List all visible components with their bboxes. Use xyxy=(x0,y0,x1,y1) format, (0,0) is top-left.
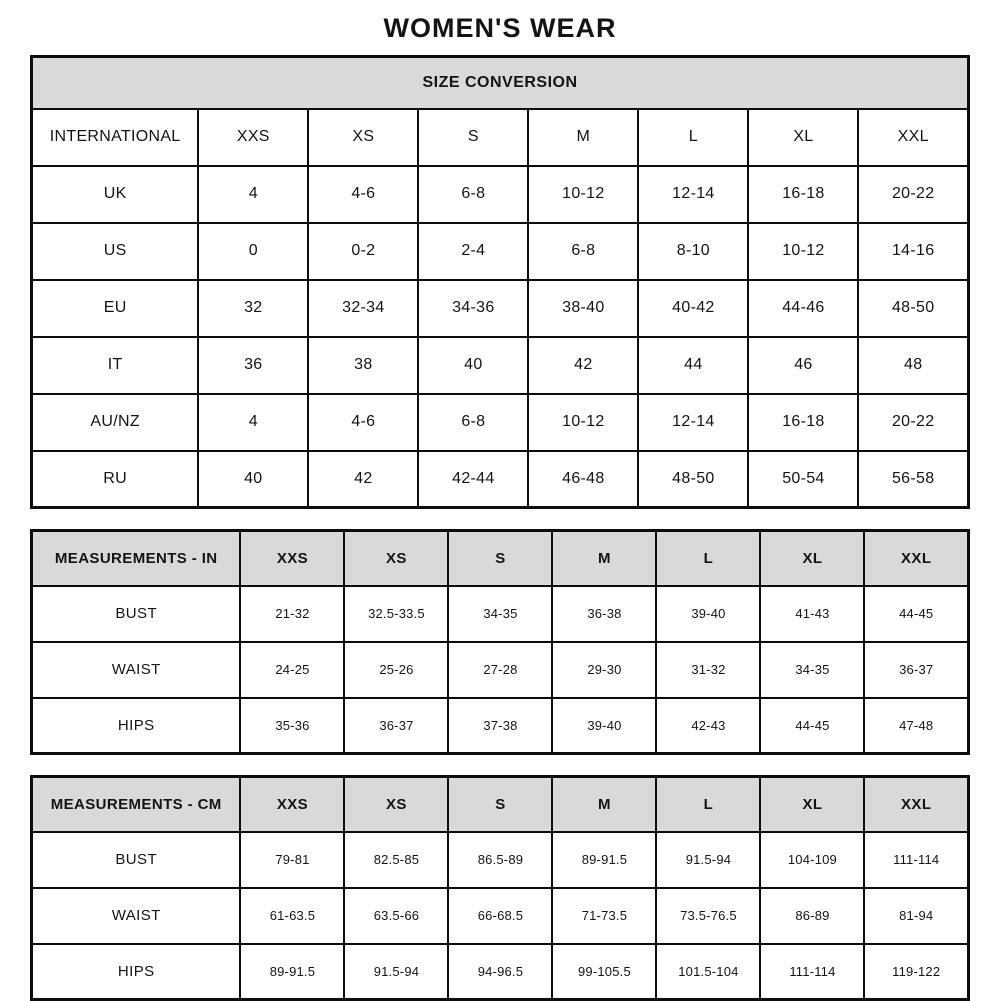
column-header: XXS xyxy=(240,777,344,832)
size-value-cell: 39-40 xyxy=(552,698,656,754)
table-gap xyxy=(30,755,970,765)
column-header: L xyxy=(638,109,748,166)
column-header: S xyxy=(448,777,552,832)
size-value-cell: 24-25 xyxy=(240,642,344,698)
size-value-cell: 111-114 xyxy=(760,944,864,1000)
size-value-cell: 48 xyxy=(858,337,968,394)
size-value-cell: 32.5-33.5 xyxy=(344,586,448,642)
table-row xyxy=(32,944,969,1000)
size-value-cell: 21-32 xyxy=(240,586,344,642)
table-row xyxy=(32,451,969,508)
column-header: M xyxy=(552,531,656,586)
column-header: XXL xyxy=(864,531,968,586)
size-value-cell: 46 xyxy=(748,337,858,394)
size-value-cell: 42 xyxy=(308,451,418,508)
table-row xyxy=(32,832,969,888)
size-value-cell: 34-35 xyxy=(760,642,864,698)
column-header: L xyxy=(656,777,760,832)
size-value-cell: 6-8 xyxy=(528,223,638,280)
row-label: BUST xyxy=(32,586,241,642)
size-value-cell: 2-4 xyxy=(418,223,528,280)
page-title: WOMEN'S WEAR xyxy=(383,13,617,43)
size-value-cell: 42-44 xyxy=(418,451,528,508)
column-header: M xyxy=(528,109,638,166)
size-value-cell: 66-68.5 xyxy=(448,888,552,944)
column-header: S xyxy=(448,531,552,586)
size-value-cell: 20-22 xyxy=(858,394,968,451)
size-value-cell: 82.5-85 xyxy=(344,832,448,888)
size-value-cell: 89-91.5 xyxy=(240,944,344,1000)
table-row xyxy=(32,337,969,394)
size-value-cell: 44 xyxy=(638,337,748,394)
size-value-cell: 29-30 xyxy=(552,642,656,698)
size-value-cell: 101.5-104 xyxy=(656,944,760,1000)
size-value-cell: 4-6 xyxy=(308,394,418,451)
column-header: XXS xyxy=(198,109,308,166)
size-value-cell: 50-54 xyxy=(748,451,858,508)
column-header: XL xyxy=(760,777,864,832)
size-value-cell: 42-43 xyxy=(656,698,760,754)
size-value-cell: 44-45 xyxy=(760,698,864,754)
size-value-cell: 44-45 xyxy=(864,586,968,642)
measurements-in-title: MEASUREMENTS - IN xyxy=(32,531,241,586)
size-value-cell: 63.5-66 xyxy=(344,888,448,944)
column-header: XL xyxy=(748,109,858,166)
column-header: XL xyxy=(760,531,864,586)
size-value-cell: 34-36 xyxy=(418,280,528,337)
size-value-cell: 99-105.5 xyxy=(552,944,656,1000)
size-value-cell: 56-58 xyxy=(858,451,968,508)
table-row xyxy=(32,888,969,944)
row-label: IT xyxy=(32,337,199,394)
measurements-cm-table xyxy=(30,775,970,1001)
size-value-cell: 16-18 xyxy=(748,394,858,451)
column-header: L xyxy=(656,531,760,586)
size-value-cell: 42 xyxy=(528,337,638,394)
table-row xyxy=(32,166,969,223)
column-header: INTERNATIONAL xyxy=(32,109,199,166)
size-value-cell: 32-34 xyxy=(308,280,418,337)
size-value-cell: 111-114 xyxy=(864,832,968,888)
row-label: AU/NZ xyxy=(32,394,199,451)
size-value-cell: 6-8 xyxy=(418,394,528,451)
column-header: XXL xyxy=(864,777,968,832)
size-value-cell: 36-37 xyxy=(864,642,968,698)
column-header: XS xyxy=(344,777,448,832)
size-value-cell: 40 xyxy=(198,451,308,508)
table-row xyxy=(32,223,969,280)
row-label: UK xyxy=(32,166,199,223)
column-header: XS xyxy=(308,109,418,166)
size-value-cell: 4-6 xyxy=(308,166,418,223)
size-value-cell: 81-94 xyxy=(864,888,968,944)
size-value-cell: 25-26 xyxy=(344,642,448,698)
column-header: XS xyxy=(344,531,448,586)
size-value-cell: 94-96.5 xyxy=(448,944,552,1000)
column-header-row xyxy=(32,531,969,586)
size-value-cell: 47-48 xyxy=(864,698,968,754)
size-value-cell: 86.5-89 xyxy=(448,832,552,888)
size-value-cell: 79-81 xyxy=(240,832,344,888)
column-header-row xyxy=(32,777,969,832)
measurements-in-table xyxy=(30,529,970,755)
size-value-cell: 8-10 xyxy=(638,223,748,280)
size-value-cell: 0-2 xyxy=(308,223,418,280)
table-row xyxy=(32,394,969,451)
size-value-cell: 37-38 xyxy=(448,698,552,754)
size-value-cell: 36-37 xyxy=(344,698,448,754)
size-value-cell: 36-38 xyxy=(552,586,656,642)
row-label: RU xyxy=(32,451,199,508)
size-value-cell: 0 xyxy=(198,223,308,280)
size-value-cell: 12-14 xyxy=(638,166,748,223)
size-value-cell: 39-40 xyxy=(656,586,760,642)
size-value-cell: 10-12 xyxy=(748,223,858,280)
column-header: XXL xyxy=(858,109,968,166)
table-banner-row xyxy=(32,57,969,109)
table-gap xyxy=(30,509,970,519)
size-value-cell: 61-63.5 xyxy=(240,888,344,944)
size-value-cell: 48-50 xyxy=(638,451,748,508)
size-value-cell: 36 xyxy=(198,337,308,394)
size-value-cell: 6-8 xyxy=(418,166,528,223)
size-value-cell: 44-46 xyxy=(748,280,858,337)
size-value-cell: 31-32 xyxy=(656,642,760,698)
row-label: HIPS xyxy=(32,698,241,754)
table-row xyxy=(32,586,969,642)
size-value-cell: 73.5-76.5 xyxy=(656,888,760,944)
size-value-cell: 10-12 xyxy=(528,166,638,223)
size-value-cell: 10-12 xyxy=(528,394,638,451)
column-header-row xyxy=(32,109,969,166)
size-value-cell: 32 xyxy=(198,280,308,337)
size-conversion-banner: SIZE CONVERSION xyxy=(32,57,969,109)
size-value-cell: 48-50 xyxy=(858,280,968,337)
table-row xyxy=(32,698,969,754)
row-label: EU xyxy=(32,280,199,337)
size-value-cell: 46-48 xyxy=(528,451,638,508)
size-value-cell: 71-73.5 xyxy=(552,888,656,944)
size-conversion-table xyxy=(30,55,970,509)
row-label: WAIST xyxy=(32,888,241,944)
size-value-cell: 34-35 xyxy=(448,586,552,642)
size-value-cell: 119-122 xyxy=(864,944,968,1000)
size-value-cell: 12-14 xyxy=(638,394,748,451)
size-value-cell: 89-91.5 xyxy=(552,832,656,888)
measurements-cm-title: MEASUREMENTS - CM xyxy=(32,777,241,832)
size-value-cell: 91.5-94 xyxy=(656,832,760,888)
row-label: HIPS xyxy=(32,944,241,1000)
size-value-cell: 91.5-94 xyxy=(344,944,448,1000)
row-label: BUST xyxy=(32,832,241,888)
row-label: US xyxy=(32,223,199,280)
column-header: S xyxy=(418,109,528,166)
table-row xyxy=(32,642,969,698)
size-value-cell: 27-28 xyxy=(448,642,552,698)
size-value-cell: 41-43 xyxy=(760,586,864,642)
size-value-cell: 4 xyxy=(198,394,308,451)
size-value-cell: 38-40 xyxy=(528,280,638,337)
size-value-cell: 86-89 xyxy=(760,888,864,944)
size-value-cell: 40 xyxy=(418,337,528,394)
column-header: M xyxy=(552,777,656,832)
size-value-cell: 16-18 xyxy=(748,166,858,223)
row-label: WAIST xyxy=(32,642,241,698)
size-value-cell: 35-36 xyxy=(240,698,344,754)
size-value-cell: 4 xyxy=(198,166,308,223)
size-value-cell: 38 xyxy=(308,337,418,394)
size-value-cell: 20-22 xyxy=(858,166,968,223)
size-value-cell: 14-16 xyxy=(858,223,968,280)
column-header: XXS xyxy=(240,531,344,586)
size-value-cell: 40-42 xyxy=(638,280,748,337)
table-row xyxy=(32,280,969,337)
size-value-cell: 104-109 xyxy=(760,832,864,888)
